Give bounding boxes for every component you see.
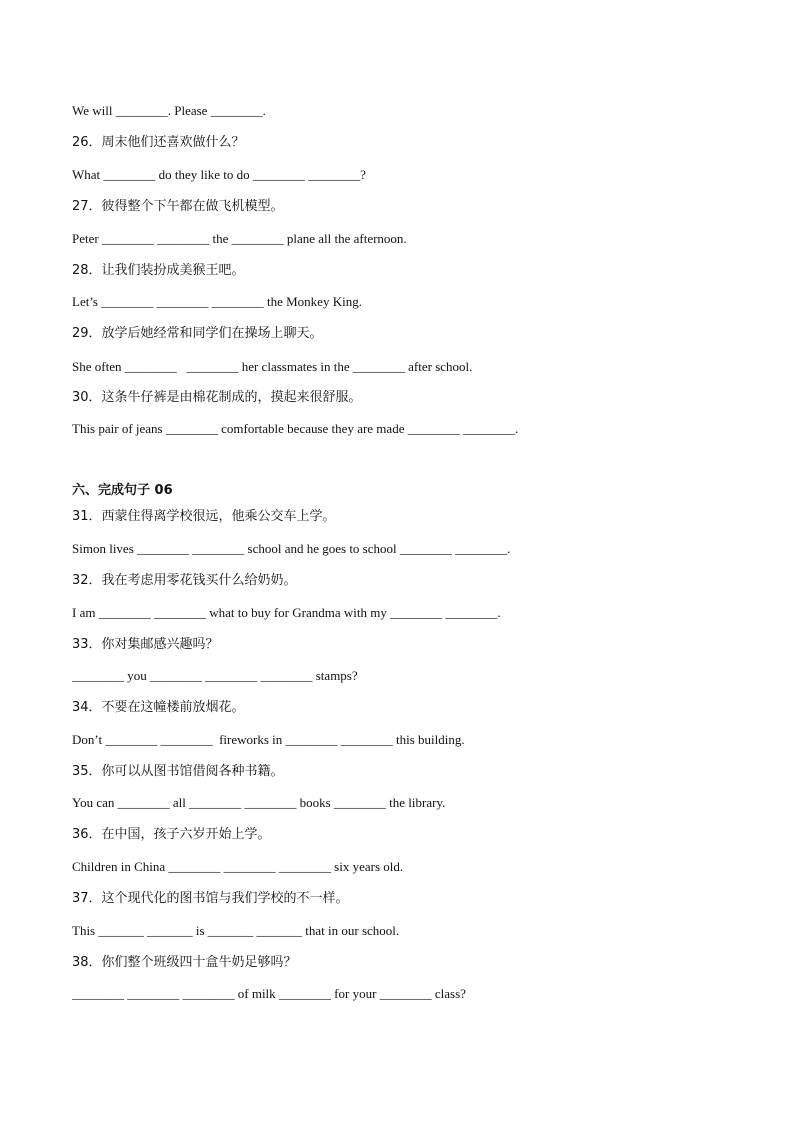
question-35: 35．你可以从图书馆借阅各种书籍。 xyxy=(72,764,284,779)
answer-line-30: This pair of jeans ________ comfortable because they are made ________ ________. xyxy=(72,421,519,436)
answer-line-29: She often ________ ________ her classmates in the ________ after school. xyxy=(72,359,473,374)
question-27: 27．彼得整个下午都在做飞机模型。 xyxy=(72,199,284,214)
answer-line-28: Let’s ________ ________ ________ the Monkey King. xyxy=(72,294,362,309)
question-33: 33．你对集邮感兴趣吗？ xyxy=(72,637,219,652)
question-34: 34．不要在这幢楼前放烟花。 xyxy=(72,700,245,715)
question-37: 37．这个现代化的图书馆与我们学校的不一样。 xyxy=(72,891,349,906)
answer-line-34: Don’t ________ ________ fireworks in ________ ________ this building. xyxy=(72,732,465,747)
answer-line-27: Peter ________ ________ the ________ plane all the afternoon. xyxy=(72,231,407,246)
answer-line-37: This _______ _______ is _______ _______ that in our school. xyxy=(72,923,400,938)
question-28: 28．让我们装扮成美猴王吧。 xyxy=(72,263,245,278)
answer-line-33: ________ you ________ ________ ________ stamps? xyxy=(72,668,358,683)
question-38: 38．你们整个班级四十盒牛奶足够吗？ xyxy=(72,955,297,970)
question-30: 30．这条牛仔裤是由棉花制成的，摸起来很舒服。 xyxy=(72,390,362,405)
question-29: 29．放学后她经常和同学们在操场上聊天。 xyxy=(72,326,323,341)
question-36: 36．在中国，孩子六岁开始上学。 xyxy=(72,827,271,842)
answer-line-35: You can ________ all ________ ________ books ________ the library. xyxy=(72,795,446,810)
question-26: 26．周末他们还喜欢做什么？ xyxy=(72,135,245,150)
question-32: 32．我在考虑用零花钱买什么给奶奶。 xyxy=(72,573,297,588)
section-heading: 六、完成句子 06 xyxy=(72,483,173,498)
answer-line-26: What ________ do they like to do ________ ________? xyxy=(72,167,366,182)
answer-line-38: ________ ________ ________ of milk ________ for your ________ class? xyxy=(72,986,466,1001)
answer-line-36: Children in China ________ ________ ________ six years old. xyxy=(72,859,404,874)
answer-line-32: I am ________ ________ what to buy for Grandma with my ________ ________. xyxy=(72,605,501,620)
answer-line-25: We will ________. Please ________. xyxy=(72,103,266,118)
question-31: 31．西蒙住得离学校很远，他乘公交车上学。 xyxy=(72,509,336,524)
answer-line-31: Simon lives ________ ________ school and he goes to school ________ ________. xyxy=(72,541,511,556)
